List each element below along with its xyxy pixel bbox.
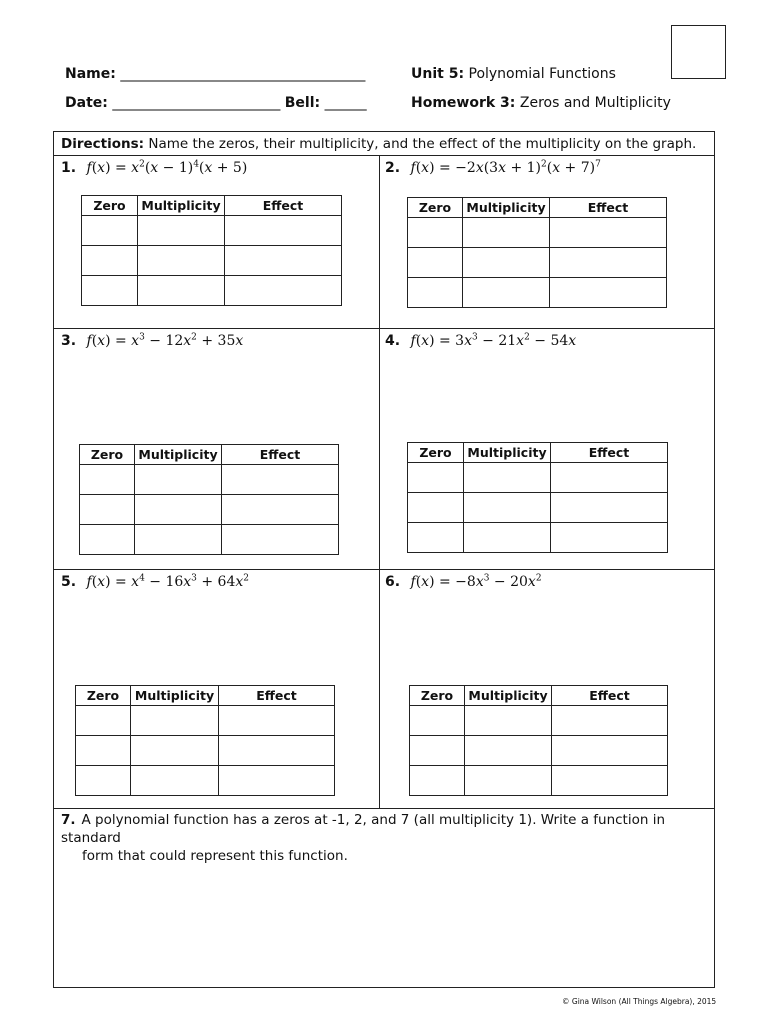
effect-cell[interactable] [225, 246, 342, 276]
problem-number: 1. [61, 159, 77, 176]
multiplicity-cell[interactable] [465, 766, 552, 796]
question-7-line-1 [61, 811, 701, 847]
name-blank[interactable]: ___________________________________ [120, 66, 366, 82]
effect-cell[interactable] [552, 766, 668, 796]
multiplicity-cell[interactable] [135, 525, 222, 555]
divider [53, 569, 715, 570]
effect-cell[interactable] [551, 463, 668, 493]
problem-4 [385, 332, 576, 349]
table-row [408, 248, 667, 278]
directions-text: Name the zeros, their multiplicity, and the effect of the multiplicity on the graph. [148, 136, 697, 152]
problem-1 [61, 159, 247, 176]
zeros-table-3 [79, 444, 339, 555]
homework-name: Zeros and Multiplicity [519, 95, 671, 111]
equation: $f(x) = -8x^3 - 20x^2$ [410, 573, 542, 590]
zero-cell[interactable] [408, 523, 464, 553]
name-label: Name: [65, 66, 116, 82]
divider [53, 155, 715, 156]
table-row [410, 706, 668, 736]
zeros-table-5 [75, 685, 335, 796]
bell-label: Bell: [284, 95, 321, 111]
effect-cell[interactable] [552, 706, 668, 736]
zero-cell[interactable] [80, 525, 135, 555]
divider [53, 808, 715, 809]
multiplicity-cell[interactable] [465, 706, 552, 736]
zero-header: Zero [76, 686, 131, 706]
effect-header: Effect [552, 686, 668, 706]
multiplicity-header: Multiplicity [138, 196, 225, 216]
multiplicity-header: Multiplicity [465, 686, 552, 706]
problem-number: 5. [61, 573, 77, 590]
homework-title [411, 95, 671, 111]
equation: $f(x) = x^3 - 12x^2 + 35x$ [86, 332, 244, 349]
problem-6 [385, 573, 542, 590]
unit-title [411, 66, 616, 82]
table-row [408, 493, 668, 523]
bell-blank[interactable]: ______ [324, 95, 367, 111]
effect-header: Effect [219, 686, 335, 706]
multiplicity-cell[interactable] [465, 736, 552, 766]
effect-cell[interactable] [219, 706, 335, 736]
effect-cell[interactable] [551, 493, 668, 523]
multiplicity-cell[interactable] [131, 706, 219, 736]
table-row [408, 278, 667, 308]
table-row [76, 706, 335, 736]
date-blank[interactable]: ________________________ [112, 95, 281, 111]
multiplicity-header: Multiplicity [131, 686, 219, 706]
table-row [80, 495, 339, 525]
table-row [80, 465, 339, 495]
equation: $f(x) = 3x^3 - 21x^2 - 54x$ [410, 332, 577, 349]
multiplicity-cell[interactable] [131, 766, 219, 796]
multiplicity-header: Multiplicity [464, 443, 551, 463]
effect-header: Effect [225, 196, 342, 216]
effect-cell[interactable] [222, 495, 339, 525]
equation: $f(x) = x^2(x - 1)^4(x + 5)$ [86, 159, 248, 176]
copyright-footer: © Gina Wilson (All Things Algebra), 2015 [562, 997, 717, 1006]
zero-cell[interactable] [408, 218, 463, 248]
zero-cell[interactable] [410, 736, 465, 766]
multiplicity-header: Multiplicity [135, 445, 222, 465]
score-box[interactable] [671, 25, 726, 79]
zero-header: Zero [82, 196, 138, 216]
zero-cell[interactable] [408, 278, 463, 308]
problem-number: 2. [385, 159, 401, 176]
homework-label: Homework 3: [411, 95, 516, 111]
problem-number: 4. [385, 332, 401, 349]
question-7-line-2: form that could represent this function. [82, 848, 348, 864]
zero-cell[interactable] [408, 463, 464, 493]
multiplicity-cell[interactable] [138, 246, 225, 276]
multiplicity-cell[interactable] [131, 736, 219, 766]
zero-header: Zero [408, 443, 464, 463]
equation: $f(x) = x^4 - 16x^3 + 64x^2$ [86, 573, 249, 590]
directions [61, 136, 696, 152]
name-field[interactable] [65, 66, 365, 82]
table-row [410, 766, 668, 796]
unit-label: Unit 5: [411, 66, 465, 82]
zero-header: Zero [408, 198, 463, 218]
zero-cell[interactable] [408, 248, 463, 278]
multiplicity-cell[interactable] [138, 276, 225, 306]
effect-cell[interactable] [551, 523, 668, 553]
multiplicity-cell[interactable] [135, 465, 222, 495]
effect-cell[interactable] [225, 216, 342, 246]
multiplicity-cell[interactable] [138, 216, 225, 246]
zero-cell[interactable] [82, 246, 138, 276]
table-row [82, 246, 342, 276]
problem-5 [61, 573, 249, 590]
zero-cell[interactable] [76, 706, 131, 736]
multiplicity-cell[interactable] [463, 218, 550, 248]
zero-cell[interactable] [410, 706, 465, 736]
multiplicity-cell[interactable] [464, 523, 551, 553]
table-row [408, 463, 668, 493]
multiplicity-header: Multiplicity [463, 198, 550, 218]
multiplicity-cell[interactable] [463, 278, 550, 308]
problem-number: 7. [61, 812, 76, 828]
table-row [408, 218, 667, 248]
question-7-text: A polynomial function has a zeros at -1, 2, and 7 (all multiplicity 1). Write a function in standard [61, 812, 666, 846]
multiplicity-cell[interactable] [135, 495, 222, 525]
zero-cell[interactable] [80, 465, 135, 495]
effect-cell[interactable] [222, 525, 339, 555]
zero-cell[interactable] [80, 495, 135, 525]
problem-number: 6. [385, 573, 401, 590]
table-row [76, 766, 335, 796]
multiplicity-cell[interactable] [464, 493, 551, 523]
table-row [76, 736, 335, 766]
problem-3 [61, 332, 243, 349]
answer-area[interactable] [56, 850, 712, 984]
table-row [80, 525, 339, 555]
effect-cell[interactable] [550, 218, 667, 248]
divider [53, 328, 715, 329]
directions-label: Directions: [61, 136, 145, 152]
problem-number: 3. [61, 332, 77, 349]
zero-cell[interactable] [76, 766, 131, 796]
effect-header: Effect [551, 443, 668, 463]
zeros-table-6 [409, 685, 668, 796]
zero-cell[interactable] [410, 766, 465, 796]
effect-cell[interactable] [550, 278, 667, 308]
table-row [410, 736, 668, 766]
effect-cell[interactable] [550, 248, 667, 278]
effect-cell[interactable] [219, 766, 335, 796]
zero-header: Zero [410, 686, 465, 706]
zero-cell[interactable] [408, 493, 464, 523]
problem-2 [385, 159, 601, 176]
divider [379, 155, 380, 808]
effect-cell[interactable] [219, 736, 335, 766]
zeros-table-4 [407, 442, 668, 553]
equation: $f(x) = -2x(3x + 1)^2(x + 7)^7$ [410, 159, 601, 176]
zero-cell[interactable] [76, 736, 131, 766]
date-label: Date: [65, 95, 108, 111]
zero-cell[interactable] [82, 216, 138, 246]
effect-header: Effect [222, 445, 339, 465]
unit-name: Polynomial Functions [468, 66, 616, 82]
effect-cell[interactable] [222, 465, 339, 495]
zeros-table-1 [81, 195, 342, 306]
table-row [82, 216, 342, 246]
zero-header: Zero [80, 445, 135, 465]
zero-cell[interactable] [82, 276, 138, 306]
date-bell-field[interactable] [65, 95, 367, 111]
effect-header: Effect [550, 198, 667, 218]
effect-cell[interactable] [225, 276, 342, 306]
effect-cell[interactable] [552, 736, 668, 766]
multiplicity-cell[interactable] [464, 463, 551, 493]
multiplicity-cell[interactable] [463, 248, 550, 278]
table-row [408, 523, 668, 553]
zeros-table-2 [407, 197, 667, 308]
table-row [82, 276, 342, 306]
